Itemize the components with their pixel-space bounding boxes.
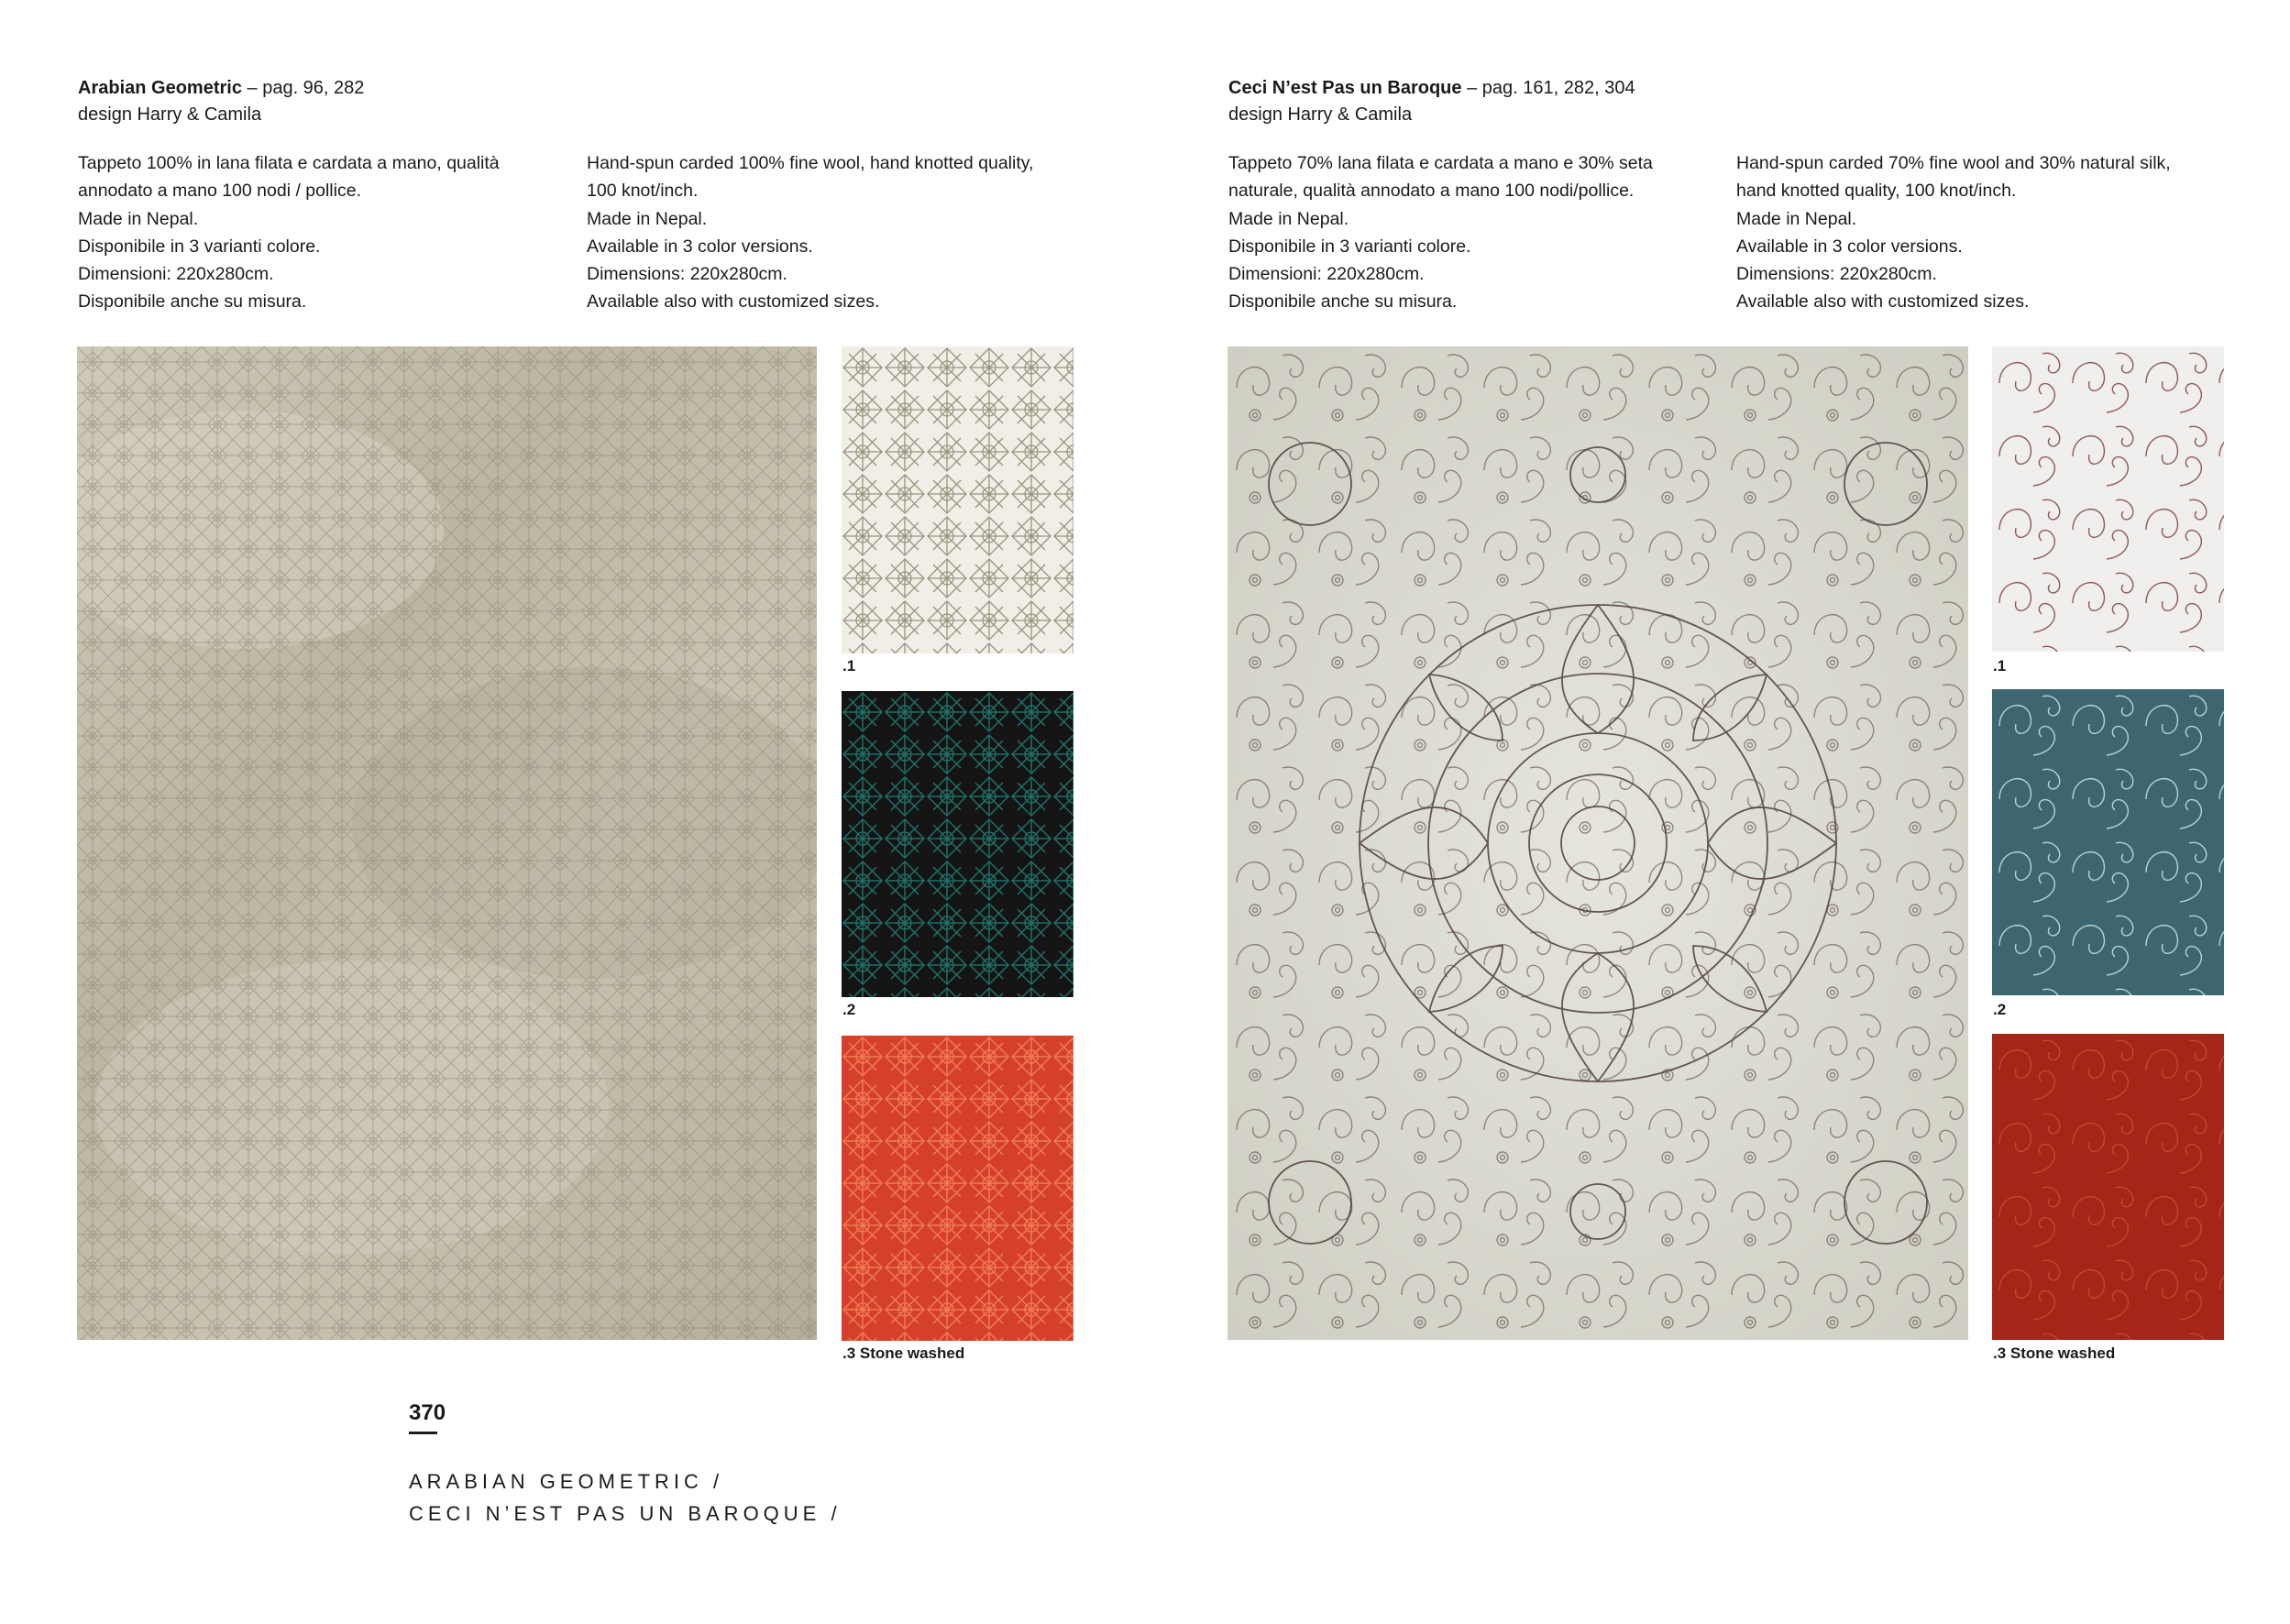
variant-1-caption: .1 bbox=[1993, 657, 2007, 675]
variant-1-caption: .1 bbox=[842, 657, 856, 675]
desc-line: Dimensions: 220x280cm. bbox=[587, 264, 787, 285]
desc-line: Made in Nepal. bbox=[1736, 208, 1857, 229]
desc-line: 100 knot/inch. bbox=[587, 181, 699, 202]
desc-line: Made in Nepal. bbox=[587, 208, 708, 229]
desc-line: hand knotted quality, 100 knot/inch. bbox=[1736, 181, 2017, 202]
desc-line: Available also with customized sizes. bbox=[1736, 291, 2030, 313]
right-description-italian bbox=[1228, 149, 1653, 316]
section-title-1: ARABIAN GEOMETRIC / bbox=[409, 1470, 724, 1493]
variant-3-swatch bbox=[1992, 1034, 2224, 1340]
variant-2-swatch bbox=[1992, 689, 2224, 995]
page-number-underline bbox=[409, 1432, 437, 1434]
variant-1-swatch bbox=[842, 346, 1073, 653]
desc-line: Disponibile in 3 varianti colore. bbox=[1228, 236, 1471, 257]
page-number: 370 bbox=[409, 1400, 446, 1425]
desc-line: Dimensions: 220x280cm. bbox=[1736, 264, 1937, 285]
desc-line: Available also with customized sizes. bbox=[587, 291, 880, 313]
desc-line: Available in 3 color versions. bbox=[587, 236, 813, 257]
left-description-italian bbox=[78, 149, 500, 316]
variant-2-caption: .2 bbox=[842, 1001, 856, 1018]
left-page-refs: – pag. 96, 282 bbox=[247, 78, 365, 98]
left-designer: design Harry & Camila bbox=[78, 104, 262, 125]
desc-line: naturale, qualità annodato a mano 100 nodi/pollice. bbox=[1228, 181, 1635, 202]
desc-line: Tappeto 100% in lana filata e cardata a mano, qualità bbox=[78, 153, 500, 173]
left-description-english bbox=[587, 149, 1033, 316]
variant-3-swatch bbox=[842, 1036, 1073, 1341]
desc-line: Disponibile anche su misura. bbox=[1228, 291, 1458, 313]
variant-2-swatch bbox=[842, 691, 1073, 997]
desc-line: Hand-spun carded 70% fine wool and 30% natural silk, bbox=[1736, 153, 2171, 173]
desc-line: Disponibile in 3 varianti colore. bbox=[78, 236, 321, 257]
desc-line: Hand-spun carded 100% fine wool, hand knotted quality, bbox=[587, 153, 1034, 173]
desc-line: Disponibile anche su misura. bbox=[78, 291, 307, 313]
desc-line: annodato a mano 100 nodi / pollice. bbox=[78, 181, 361, 202]
left-title: Arabian Geometric bbox=[78, 78, 242, 98]
desc-line: Dimensioni: 220x280cm. bbox=[78, 264, 274, 285]
right-title: Ceci N’est Pas un Baroque bbox=[1228, 78, 1462, 98]
desc-line: Available in 3 color versions. bbox=[1736, 236, 1963, 257]
right-designer: design Harry & Camila bbox=[1228, 104, 1413, 125]
section-title-2: CECI N’EST PAS UN BAROQUE / bbox=[409, 1502, 842, 1525]
left-product-title bbox=[78, 75, 364, 102]
variant-1-swatch bbox=[1992, 346, 2224, 652]
desc-line: Tappeto 70% lana filata e cardata a mano e 30% seta bbox=[1228, 153, 1653, 173]
desc-line: Made in Nepal. bbox=[78, 208, 199, 229]
right-description-english bbox=[1736, 149, 2171, 316]
arabian-geometric-rug-image bbox=[77, 346, 817, 1340]
right-product-title bbox=[1228, 75, 1635, 102]
variant-3-caption: .3 Stone washed bbox=[842, 1344, 965, 1362]
variant-2-caption: .2 bbox=[1993, 1001, 2007, 1018]
variant-3-caption: .3 Stone washed bbox=[1993, 1344, 2116, 1362]
desc-line: Made in Nepal. bbox=[1228, 208, 1349, 229]
right-page-refs: – pag. 161, 282, 304 bbox=[1467, 78, 1635, 98]
desc-line: Dimensioni: 220x280cm. bbox=[1228, 264, 1425, 285]
baroque-rug-image bbox=[1228, 346, 1968, 1340]
